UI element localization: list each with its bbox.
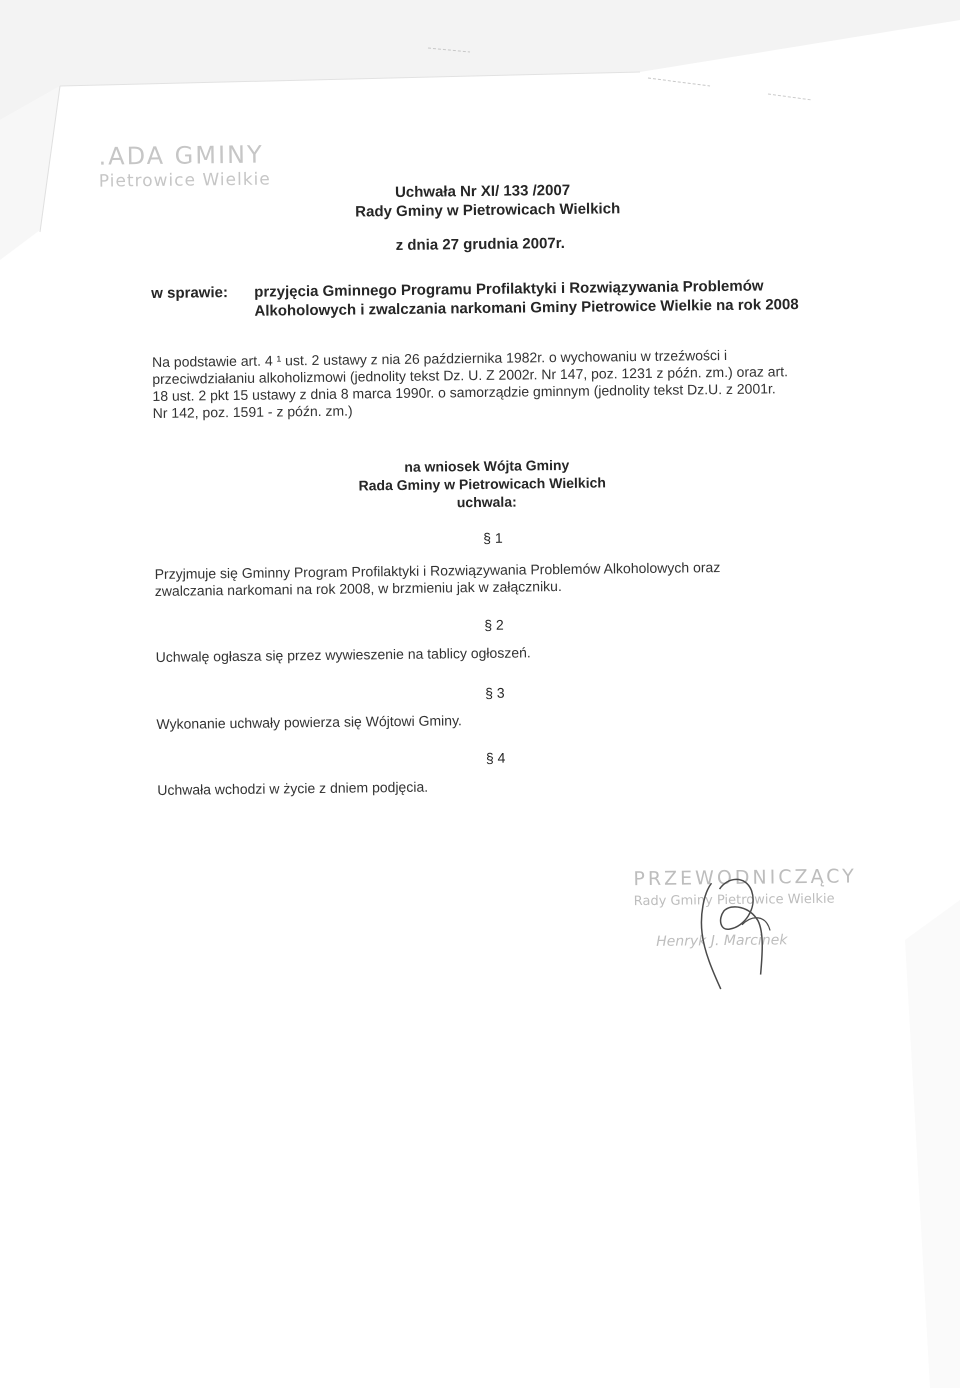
legal-basis-line: Na podstawie art. 4 ¹ ust. 2 ustawy z nia 26 października 1982r. o wychowaniu w trzeźwości i [151, 346, 728, 370]
resolution-title: Uchwała Nr XI/ 133 /2007 [394, 181, 571, 202]
signature-name: Henryk J. Marcinek [656, 932, 788, 950]
handwritten-signature-icon [623, 861, 865, 994]
intro-resolves: uchwala: [456, 493, 517, 511]
section-3-line: Wykonanie uchwały powierza się Wójtowi Gminy. [156, 712, 462, 732]
legal-basis-line: przeciwdziałaniu alkoholizmowi (jednolity tekst Dz. U. Z 2002r. Nr 147, poz. 1231 z późn. zm.) oraz art. [152, 363, 789, 387]
subject-line-1: przyjęcia Gminnego Programu Profilaktyki i Rozwiązywania Problemów [254, 277, 764, 301]
legal-basis-line: Nr 142, poz. 1591 - z późn. zm.) [152, 402, 353, 421]
section-1-marker: § 1 [483, 529, 503, 546]
section-2-text [156, 644, 531, 666]
subject-line-2: Alkoholowych i zwalczania narkomani Gminy Pietrowice Wielkie na rok 2008 [254, 296, 799, 320]
resolution-date: z dnia 27 grudnia 2007r. [395, 234, 565, 255]
council-stamp [98, 141, 271, 193]
section-3-text [156, 712, 462, 733]
legal-basis-line: 18 ust. 2 pkt 15 ustawy z dnia 8 marca 1990r. o samorządzie gminnym (jednolity tekst Dz.U. z 2001r. [152, 380, 776, 404]
stamp-line-1: .ADA GMINY [98, 140, 264, 171]
stamp-line-2: Pietrowice Wielkie [98, 169, 271, 192]
section-4-line: Uchwała wchodzi w życie z dniem podjęcia. [157, 778, 429, 798]
signature-title: PRZEWODNICZĄCY [633, 865, 857, 891]
section-1-text [155, 559, 721, 600]
signature-org: Rady Gminy Pietrowice Wielkie [633, 891, 835, 910]
intro-council: Rada Gminy w Pietrowicach Wielkich [358, 474, 606, 494]
section-3-marker: § 3 [485, 684, 505, 701]
section-1-line: zwalczania narkomani na rok 2008, w brzmieniu jak w załączniku. [154, 578, 562, 599]
section-2-line: Uchwalę ogłasza się przez wywieszenie na tablicy ogłoszeń. [155, 644, 531, 665]
chairman-signature-stamp [623, 861, 865, 994]
section-1-line: Przyjmuje się Gminny Program Profilaktyki i Rozwiązywania Problemów Alkoholowych oraz [154, 559, 721, 582]
subject-label: w sprawie: [151, 284, 229, 302]
legal-basis [152, 346, 789, 422]
section-2-marker: § 2 [484, 616, 504, 633]
section-4-text [157, 779, 428, 799]
intro-on-request: na wniosek Wójta Gminy [404, 456, 570, 475]
council-name: Rady Gminy w Pietrowicach Wielkich [355, 200, 621, 221]
section-4-marker: § 4 [485, 749, 506, 766]
